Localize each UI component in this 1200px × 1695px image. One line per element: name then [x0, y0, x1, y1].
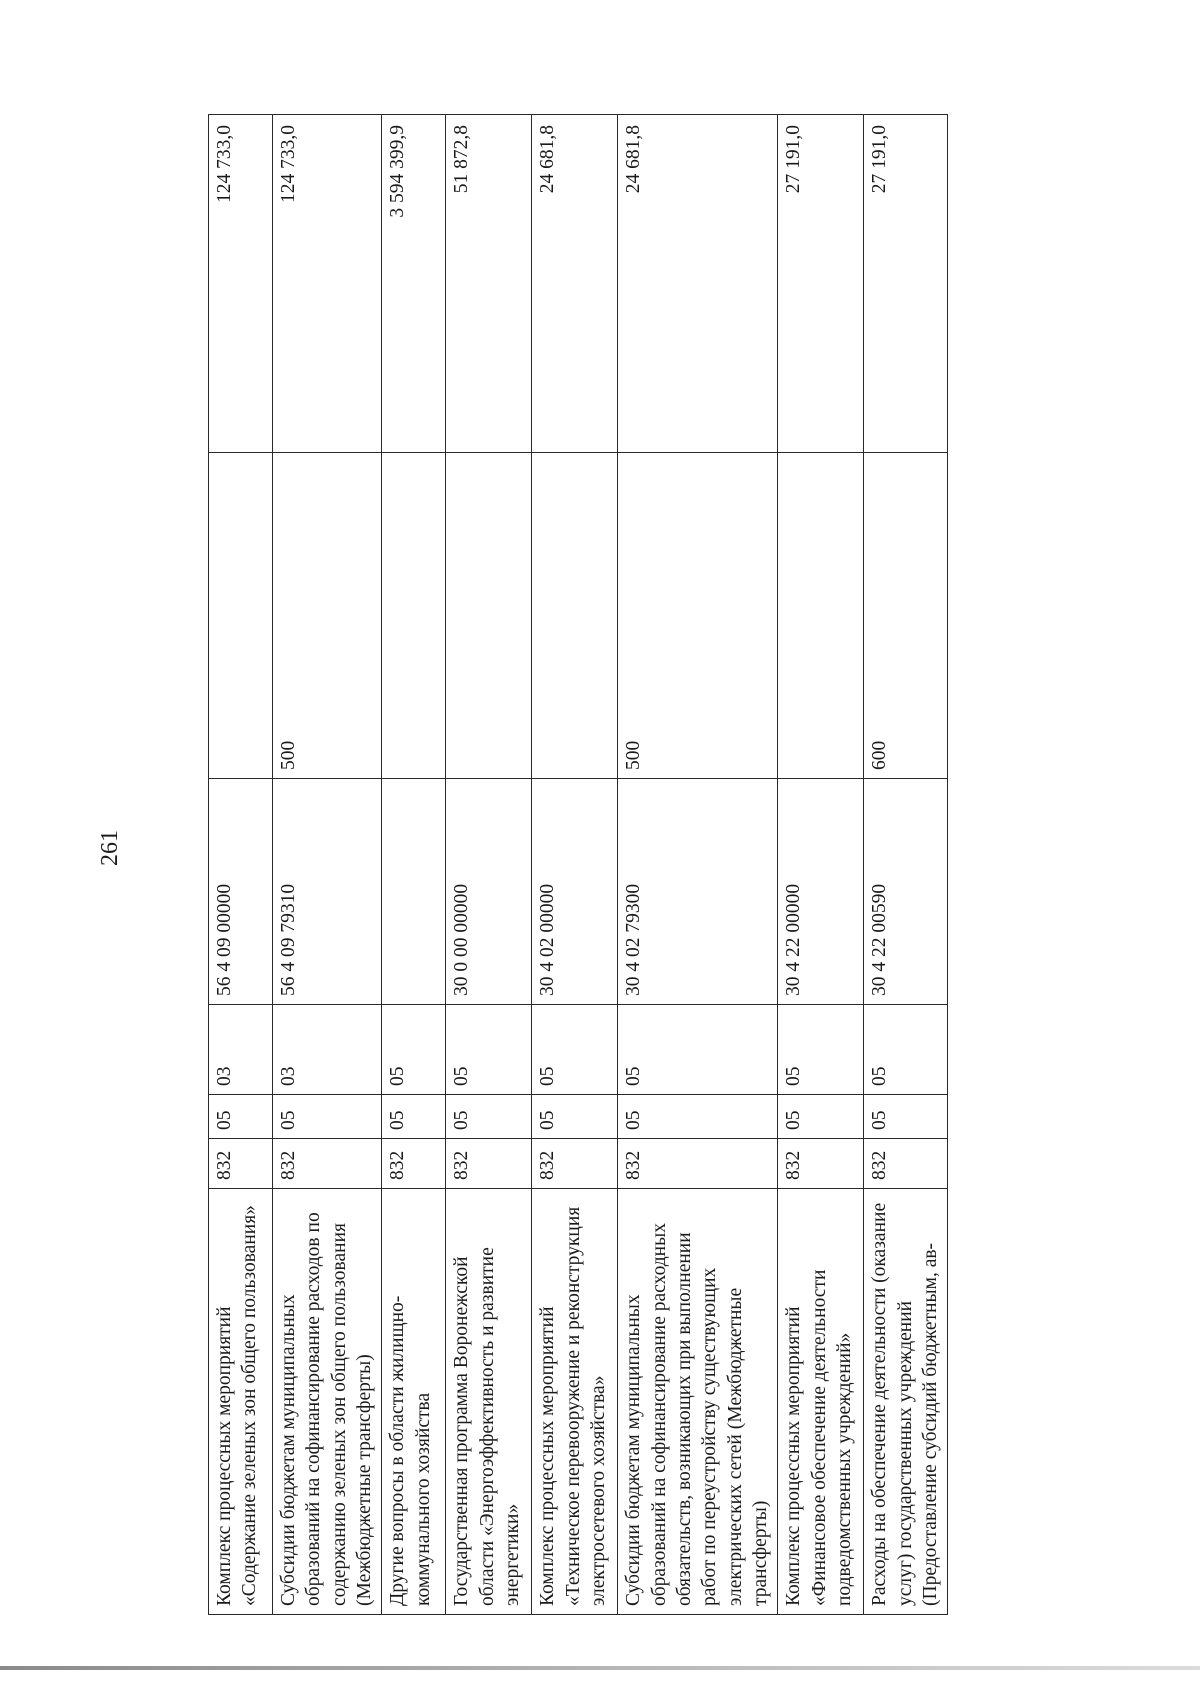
cell-expense-type-code — [382, 453, 446, 779]
cell-description: Комплекс процессных мероприятий «Содержание зеленых зон общего пользования» — [209, 1189, 273, 1615]
table-row — [864, 115, 948, 1615]
cell-target-article-code: 30 0 00 00000 — [446, 779, 532, 1005]
cell-expense-type-code: 500 — [618, 453, 778, 779]
cell-section-code: 05 — [273, 1095, 382, 1139]
table-row — [273, 115, 382, 1615]
cell-grbs-code: 832 — [618, 1139, 778, 1189]
cell-grbs-code: 832 — [864, 1139, 948, 1189]
cell-amount: 3 594 399,9 — [382, 115, 446, 453]
cell-expense-type-code — [209, 453, 273, 779]
cell-target-article-code: 56 4 09 79310 — [273, 779, 382, 1005]
cell-section-code: 05 — [209, 1095, 273, 1139]
cell-amount: 124 733,0 — [209, 115, 273, 453]
cell-subsection-code: 05 — [382, 1005, 446, 1095]
cell-grbs-code: 832 — [273, 1139, 382, 1189]
cell-amount: 24 681,8 — [618, 115, 778, 453]
cell-grbs-code: 832 — [382, 1139, 446, 1189]
cell-expense-type-code — [446, 453, 532, 779]
table-row — [618, 115, 778, 1615]
cell-expense-type-code: 500 — [273, 453, 382, 779]
cell-amount: 51 872,8 — [446, 115, 532, 453]
cell-description: Субсидии бюджетам муниципальных образований на софинансирование расходных обязательств, возникающих при выполнении работ по переустройству существующих электрических сетей (Межбюджетные трансферты) — [618, 1189, 778, 1615]
cell-expense-type-code: 600 — [864, 453, 948, 779]
cell-target-article-code: 30 4 02 79300 — [618, 779, 778, 1005]
cell-subsection-code: 03 — [209, 1005, 273, 1095]
cell-description: Государственная программа Воронежской области «Энергоэффективность и развитие энергетики» — [446, 1189, 532, 1615]
cell-section-code: 05 — [532, 1095, 618, 1139]
cell-amount: 124 733,0 — [273, 115, 382, 453]
table-row — [532, 115, 618, 1615]
cell-grbs-code: 832 — [778, 1139, 864, 1189]
cell-amount: 27 191,0 — [864, 115, 948, 453]
cell-description: Комплекс процессных мероприятий «Финансовое обеспечение деятельности подведомственных учреждений» — [778, 1189, 864, 1615]
table-row — [209, 115, 273, 1615]
cell-description: Расходы на обеспечение деятельности (оказание услуг) государственных учреждений (Предоставление субсидий бюджетным, ав- — [864, 1189, 948, 1615]
cell-subsection-code: 05 — [446, 1005, 532, 1095]
cell-subsection-code: 05 — [532, 1005, 618, 1095]
cell-grbs-code: 832 — [209, 1139, 273, 1189]
budget-table-rotated — [208, 115, 948, 1615]
cell-amount: 27 191,0 — [778, 115, 864, 453]
cell-subsection-code: 05 — [778, 1005, 864, 1095]
budget-table — [208, 114, 948, 1615]
cell-section-code: 05 — [382, 1095, 446, 1139]
cell-target-article-code: 30 4 22 00000 — [778, 779, 864, 1005]
cell-expense-type-code — [532, 453, 618, 779]
cell-target-article-code: 56 4 09 00000 — [209, 779, 273, 1005]
cell-section-code: 05 — [446, 1095, 532, 1139]
page-number: 261 — [97, 830, 123, 866]
table-row — [382, 115, 446, 1615]
cell-expense-type-code — [778, 453, 864, 779]
cell-target-article-code — [382, 779, 446, 1005]
cell-target-article-code: 30 4 22 00590 — [864, 779, 948, 1005]
scan-edge-shadow — [0, 1666, 1200, 1670]
cell-subsection-code: 03 — [273, 1005, 382, 1095]
cell-grbs-code: 832 — [446, 1139, 532, 1189]
table-row — [446, 115, 532, 1615]
cell-subsection-code: 05 — [864, 1005, 948, 1095]
cell-target-article-code: 30 4 02 00000 — [532, 779, 618, 1005]
cell-grbs-code: 832 — [532, 1139, 618, 1189]
cell-section-code: 05 — [778, 1095, 864, 1139]
cell-description: Субсидии бюджетам муниципальных образований на софинансирование расходов по содержанию зеленых зон общего пользования (Межбюджетные трансферты) — [273, 1189, 382, 1615]
cell-section-code: 05 — [864, 1095, 948, 1139]
cell-description: Другие вопросы в области жилищно-коммунального хозяйства — [382, 1189, 446, 1615]
table-row — [778, 115, 864, 1615]
cell-section-code: 05 — [618, 1095, 778, 1139]
cell-description: Комплекс процессных мероприятий «Техническое перевооружение и реконструкция электросетевого хозяйства» — [532, 1189, 618, 1615]
cell-amount: 24 681,8 — [532, 115, 618, 453]
cell-subsection-code: 05 — [618, 1005, 778, 1095]
